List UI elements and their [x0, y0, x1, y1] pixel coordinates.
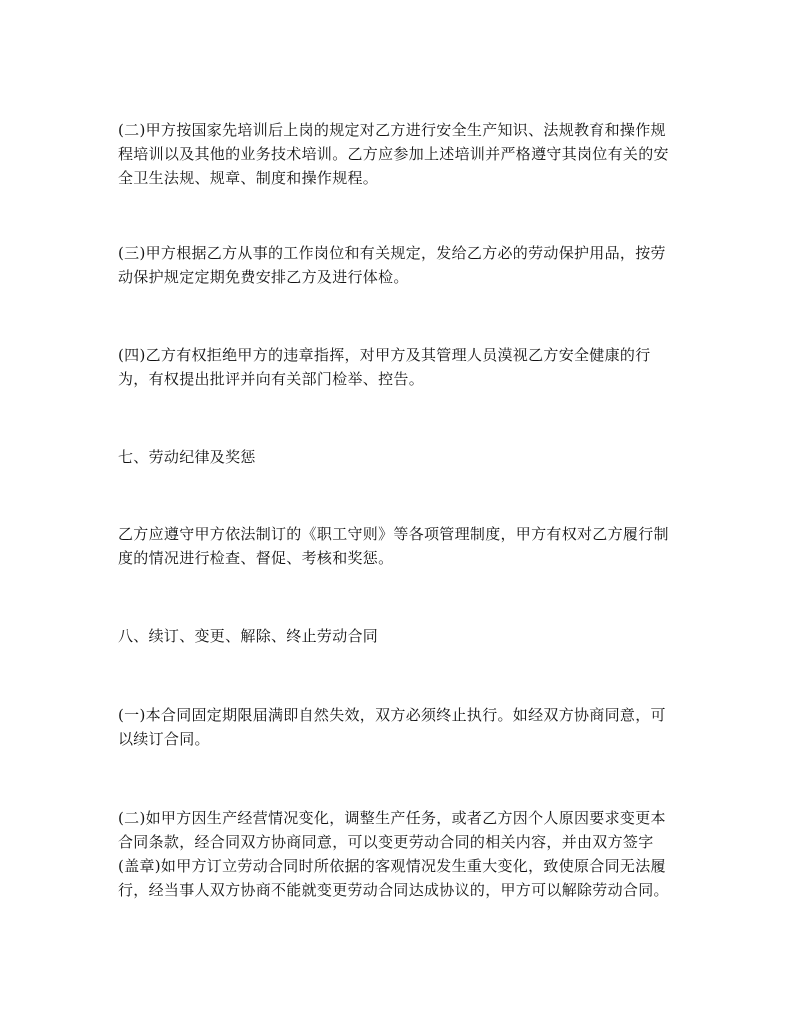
text-line: 合同条款，经合同双方协商同意，可以变更劳动合同的相关内容，并由双方签字 [118, 833, 654, 851]
text-line: (三)甲方根据乙方从事的工作岗位和有关规定，发给乙方必的劳动保护用品，按劳 [118, 244, 666, 262]
text-line: 程培训以及其他的业务技术培训。乙方应参加上述培训并严格遵守其岗位有关的安 [118, 145, 669, 163]
text-line: (二)如甲方因生产经营情况变化，调整生产任务，或者乙方因个人原因要求变更本 [118, 809, 666, 827]
text-line: (盖章)如甲方订立劳动合同时所依据的客观情况发生重大变化，致使原合同无法履 [118, 857, 666, 875]
text-line: (二)甲方按国家先培训后上岗的规定对乙方进行安全生产知识、法规教育和操作规 [118, 121, 666, 139]
text-line: 全卫生法规、规章、制度和操作规程。 [118, 169, 379, 187]
text-line: 为，有权提出批评并向有关部门检举、控告。 [118, 370, 425, 388]
text-line: 动保护规定定期免费安排乙方及进行体检。 [118, 268, 409, 286]
clause-2-training-paragraph [118, 118, 684, 190]
text-line: 乙方应遵守甲方依法制订的《职工守则》等各项管理制度，甲方有权对乙方履行制 [118, 525, 669, 543]
clause-8-1-paragraph [118, 703, 684, 751]
section-7-paragraph [118, 522, 684, 570]
text-line: 以续订合同。 [118, 730, 210, 748]
section-8-heading: 八、续订、变更、解除、终止劳动合同 [118, 627, 379, 645]
text-line: (一)本合同固定期限届满即自然失效，双方必须终止执行。如经双方协商同意，可 [118, 706, 666, 724]
text-line: 行，经当事人双方协商不能就变更劳动合同达成协议的，甲方可以解除劳动合同。 [118, 881, 669, 899]
text-line: (四)乙方有权拒绝甲方的违章指挥，对甲方及其管理人员漠视乙方安全健康的行 [118, 346, 651, 364]
clause-4-rights-paragraph [118, 343, 684, 391]
section-7-heading: 七、劳动纪律及奖惩 [118, 448, 256, 466]
clause-3-protection-paragraph [118, 241, 684, 289]
clause-8-2-paragraph [118, 806, 684, 902]
text-line: 度的情况进行检查、督促、考核和奖惩。 [118, 549, 394, 567]
